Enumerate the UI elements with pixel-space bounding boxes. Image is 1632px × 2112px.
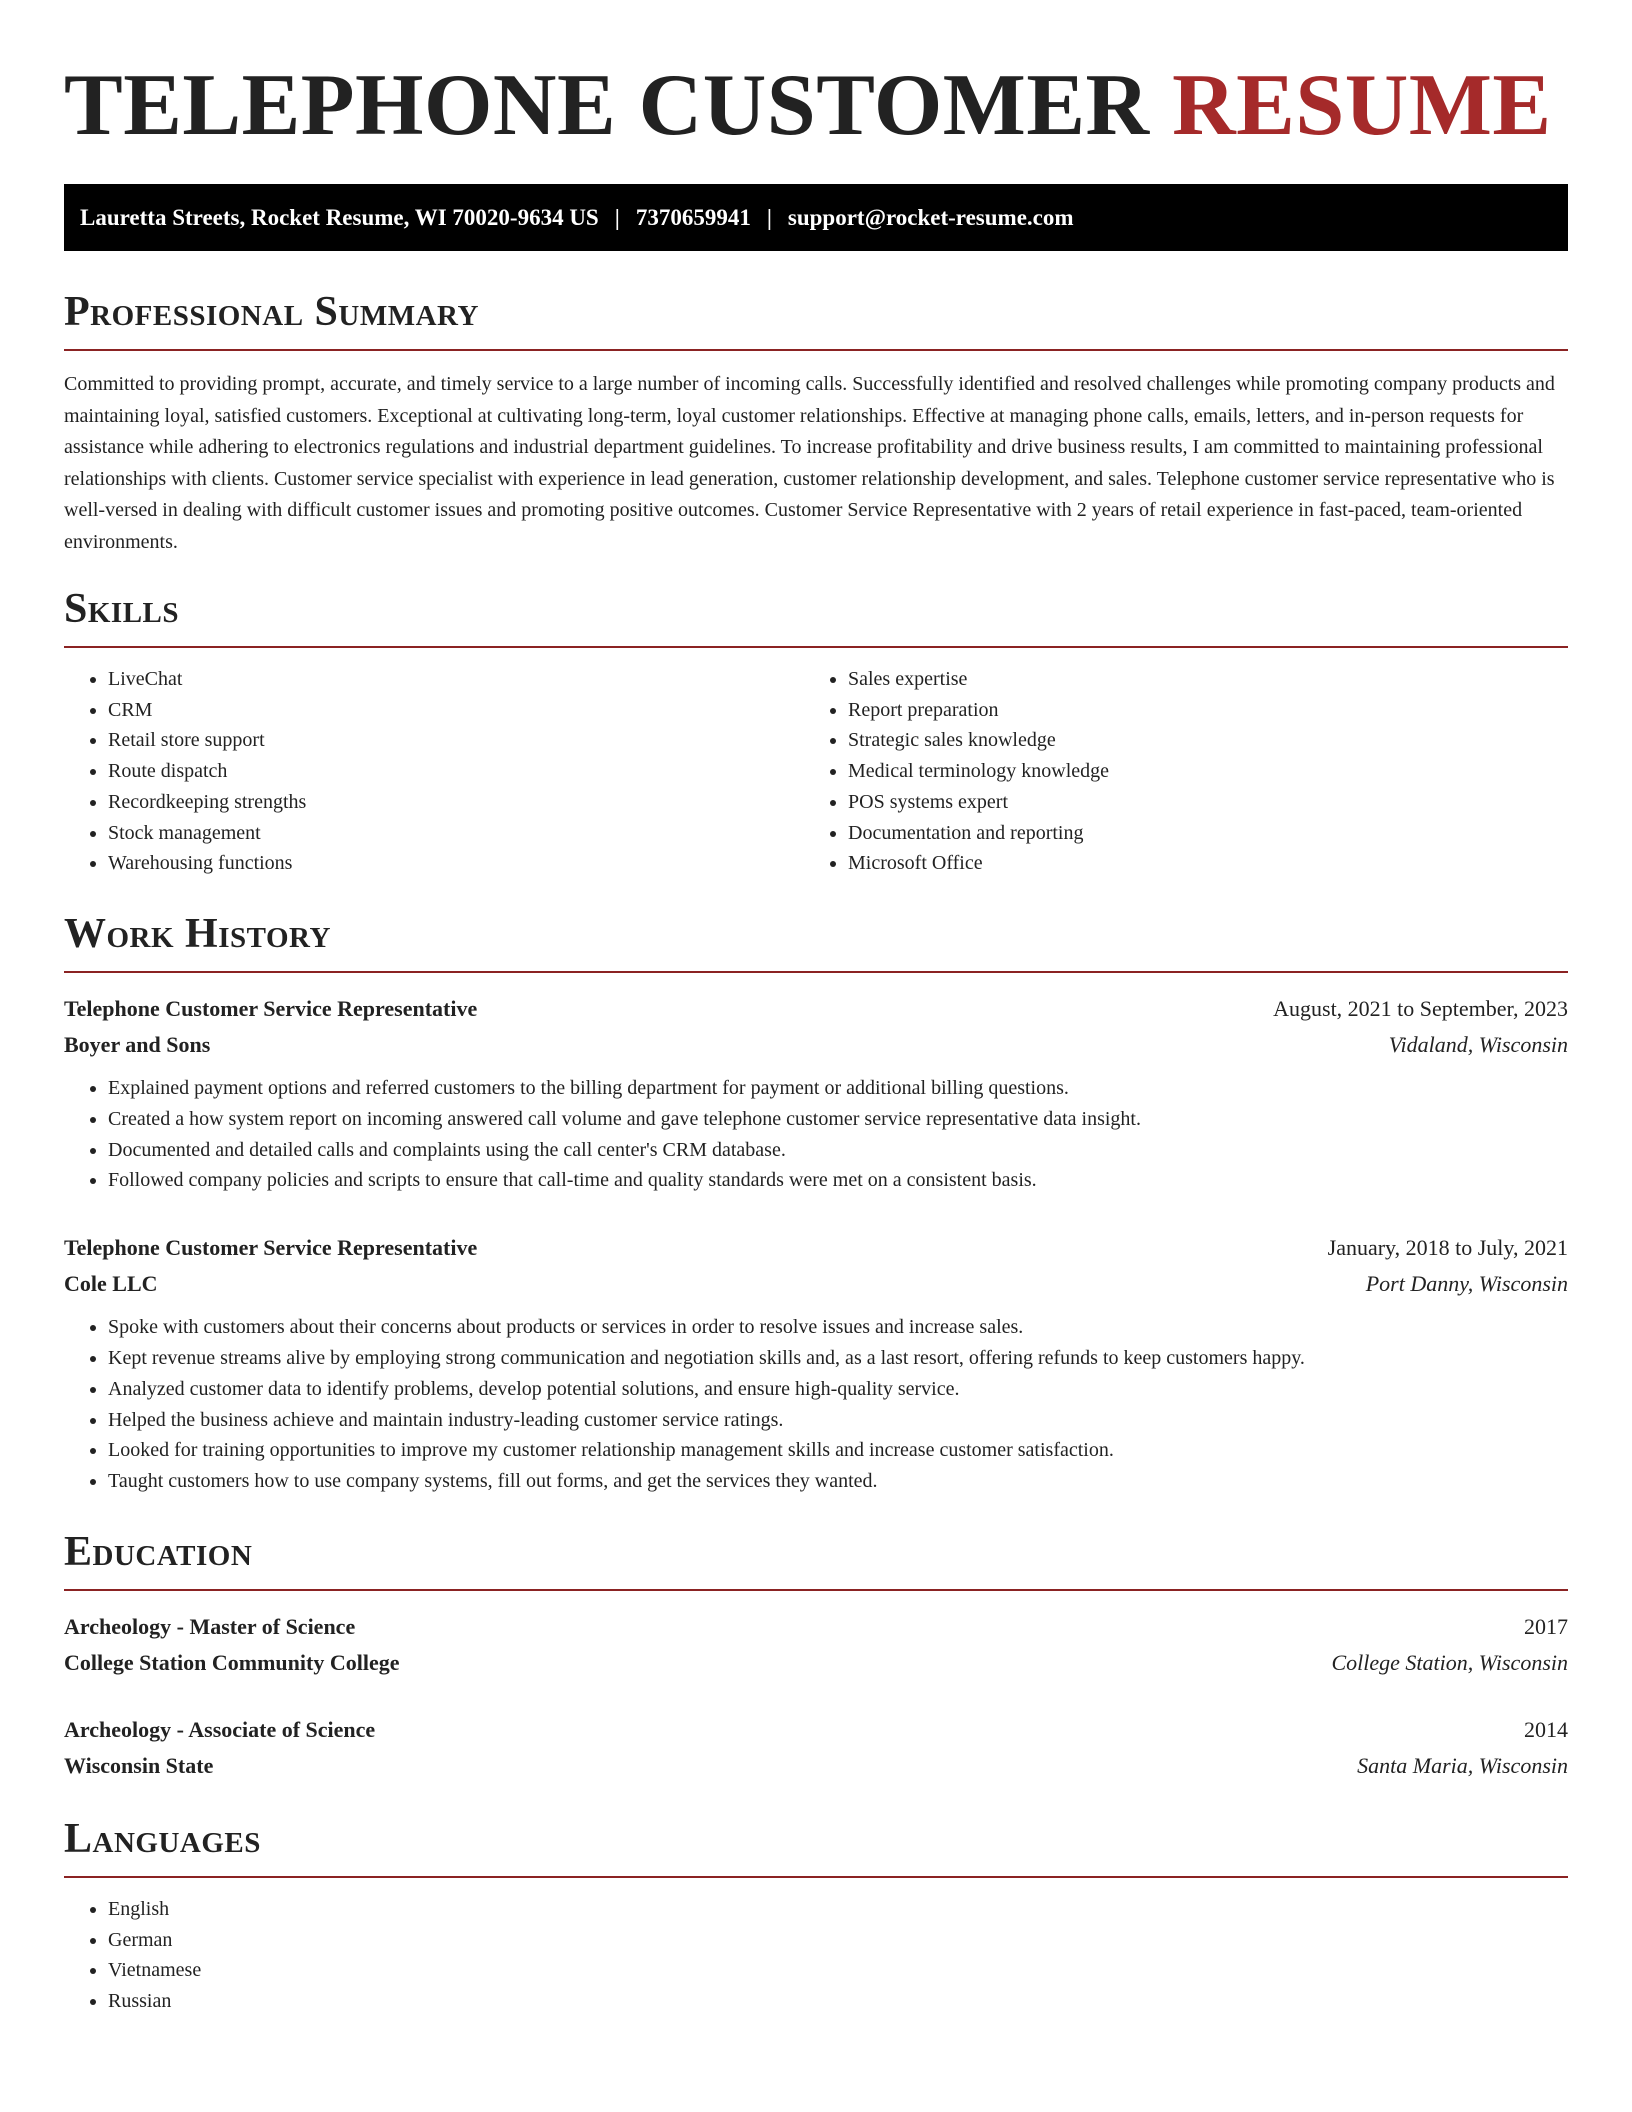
skill-item: • CRM	[108, 695, 804, 726]
job-bullet: • Analyzed customer data to identify problems, develop potential solutions, and ensure high-quality service.	[108, 1374, 1568, 1405]
job-bullet: • Helped the business achieve and maintain industry-leading customer service ratings.	[108, 1405, 1568, 1436]
education-location: Santa Maria, Wisconsin	[1357, 1752, 1568, 1778]
education-degree-row	[64, 1609, 1568, 1645]
education-degree: Archeology - Master of Science	[64, 1613, 356, 1639]
education-school: College Station Community College	[64, 1649, 400, 1675]
job-bullet: • Looked for training opportunities to improve my customer relationship management skills and increase customer satisfaction.	[108, 1435, 1568, 1466]
skills-list-left	[64, 664, 804, 879]
skills-section	[64, 588, 1568, 879]
job-company: Boyer and Sons	[64, 1031, 211, 1057]
education-location: College Station, Wisconsin	[1331, 1649, 1568, 1675]
education-school-row	[64, 1748, 1568, 1784]
contact-address: Lauretta Streets, Rocket Resume, WI 70020-9634 US	[80, 204, 599, 230]
job-bullet: • Spoke with customers about their concerns about products or services in order to resolve issues and increase sales.	[108, 1312, 1568, 1343]
education-degree-row	[64, 1712, 1568, 1748]
skills-list-right	[804, 664, 1568, 879]
contact-bar	[64, 184, 1568, 251]
skill-item: • Strategic sales knowledge	[848, 725, 1568, 756]
education-year: 2014	[1524, 1716, 1568, 1742]
job-bullets	[64, 1073, 1568, 1196]
job-bullets	[64, 1312, 1568, 1497]
job-company: Cole LLC	[64, 1271, 158, 1297]
job-bullet: • Documented and detailed calls and complaints using the call center's CRM database.	[108, 1135, 1568, 1166]
language-item: • Russian	[108, 1986, 1568, 2017]
section-title-work-history: Work History	[64, 913, 1568, 973]
job-company-row	[64, 1027, 1568, 1063]
contact-email: support@rocket-resume.com	[787, 204, 1074, 230]
job-bullet: • Created a how system report on incoming answered call volume and gave telephone customer service representative data insight.	[108, 1104, 1568, 1135]
job-dates: August, 2021 to September, 2023	[1273, 995, 1568, 1021]
job-position: Telephone Customer Service Representative	[64, 995, 478, 1021]
job-location: Port Danny, Wisconsin	[1365, 1271, 1568, 1297]
skill-item: • Report preparation	[848, 695, 1568, 726]
contact-phone: 7370659941	[635, 204, 751, 230]
section-title-summary: Professional Summary	[64, 291, 1568, 351]
summary-section	[64, 291, 1568, 558]
job-position: Telephone Customer Service Representative	[64, 1235, 478, 1261]
contact-separator: |	[614, 204, 620, 230]
job-header-row	[64, 991, 1568, 1027]
job-bullet: • Followed company policies and scripts to ensure that call-time and quality standards were met on a consistent basis.	[108, 1165, 1568, 1196]
skill-item: • Documentation and reporting	[848, 818, 1568, 849]
skill-item: • Retail store support	[108, 725, 804, 756]
contact-separator: |	[766, 204, 772, 230]
language-item: • Vietnamese	[108, 1955, 1568, 1986]
skill-item: • Sales expertise	[848, 664, 1568, 695]
skill-item: • Warehousing functions	[108, 848, 804, 879]
resume-title	[64, 57, 1568, 154]
skills-grid	[64, 664, 1568, 879]
skill-item: • Route dispatch	[108, 756, 804, 787]
skill-item: • POS systems expert	[848, 787, 1568, 818]
skill-item: • Microsoft Office	[848, 848, 1568, 879]
section-title-languages: Languages	[64, 1818, 1568, 1878]
job-company-row	[64, 1266, 1568, 1302]
skill-item: • Medical terminology knowledge	[848, 756, 1568, 787]
education-school: Wisconsin State	[64, 1752, 214, 1778]
section-title-education: Education	[64, 1531, 1568, 1591]
languages-section	[64, 1815, 1568, 2017]
education-section	[64, 1528, 1568, 1784]
job-dates: January, 2018 to July, 2021	[1327, 1235, 1568, 1261]
job-bullet: • Taught customers how to use company systems, fill out forms, and get the services they wanted.	[108, 1466, 1568, 1497]
title-main: TELEPHONE CUSTOMER	[64, 57, 1150, 154]
language-item: • German	[108, 1925, 1568, 1956]
education-school-row	[64, 1645, 1568, 1681]
skill-item: • LiveChat	[108, 664, 804, 695]
language-item: • English	[108, 1894, 1568, 1925]
education-year: 2017	[1524, 1613, 1568, 1639]
job-location: Vidaland, Wisconsin	[1388, 1031, 1568, 1057]
skill-item: • Recordkeeping strengths	[108, 787, 804, 818]
title-accent: RESUME	[1172, 57, 1552, 154]
education-entry	[64, 1712, 1568, 1784]
work-history-section	[64, 910, 1568, 1497]
education-degree: Archeology - Associate of Science	[64, 1716, 376, 1742]
summary-text: Committed to providing prompt, accurate, and timely service to a large number of incoming calls. Successfully identified and resolved challenges while promoting company products and maintaining loyal, satisfied customers. Exceptional at cultivating long-term, loyal customer relationships. Effective at managing phone calls, emails, letters, and in-person requests for assistance while adhering to electronics regulations and industrial department guidelines. To increase profitability and drive business results, I am committed to maintaining professional relationships with clients. Customer service specialist with experience in lead generation, customer relationship development, and sales. Telephone customer service representative who is well-versed in dealing with difficult customer issues and promoting positive outcomes. Customer Service Representative with 2 years of retail experience in fast-paced, team-oriented environments.	[64, 373, 1555, 553]
job-entry	[64, 991, 1568, 1196]
job-bullet: • Kept revenue streams alive by employing strong communication and negotiation skills and, as a last resort, offering refunds to keep customers happy.	[108, 1343, 1568, 1374]
job-header-row	[64, 1230, 1568, 1266]
job-bullet: • Explained payment options and referred customers to the billing department for payment or additional billing questions.	[108, 1073, 1568, 1104]
section-title-skills: Skills	[64, 588, 1568, 648]
skill-item: • Stock management	[108, 818, 804, 849]
education-entry	[64, 1609, 1568, 1681]
languages-list	[64, 1894, 1568, 2017]
job-entry	[64, 1230, 1568, 1497]
